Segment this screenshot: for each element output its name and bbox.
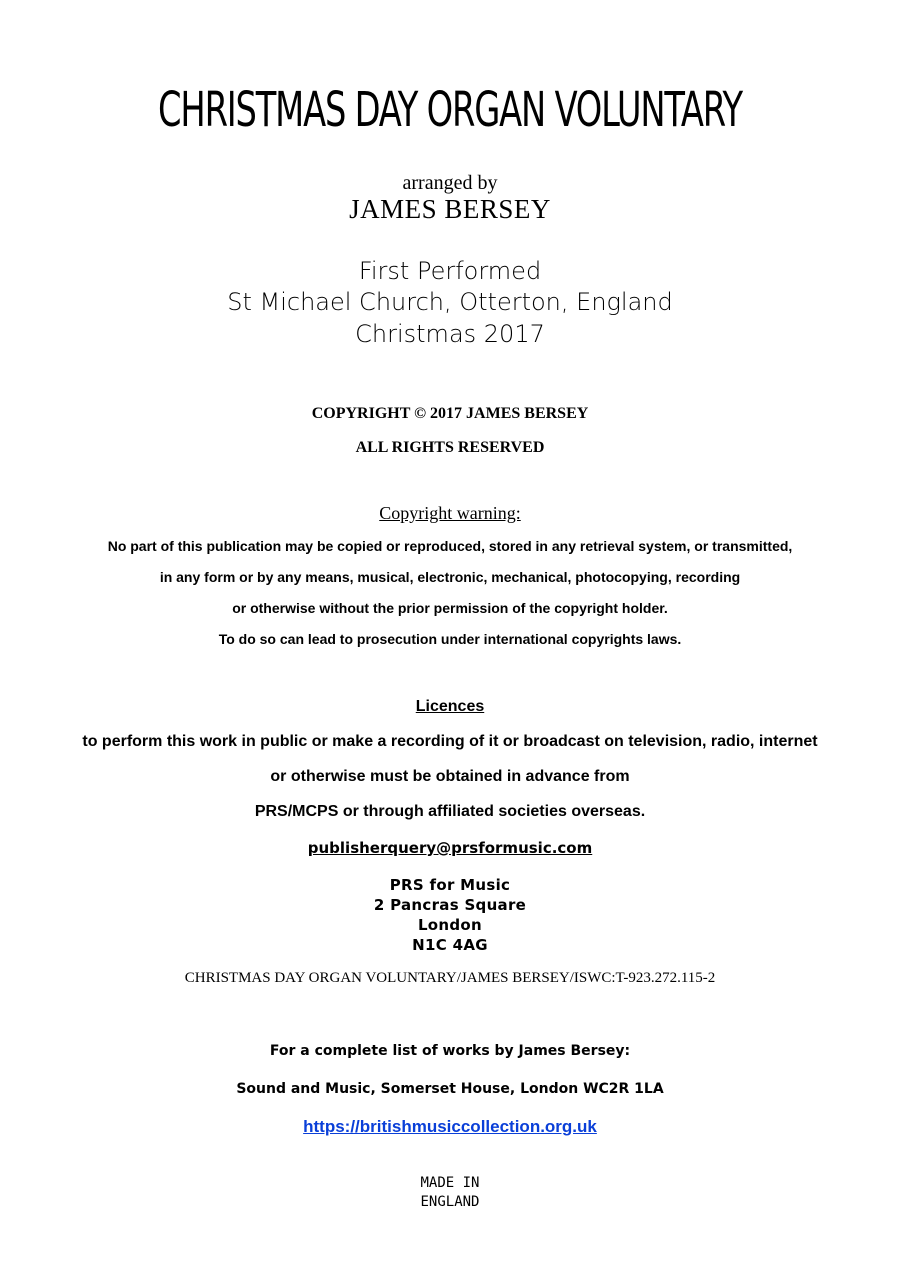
address-line: N1C 4AG: [412, 936, 488, 954]
page-title: CHRISTMAS DAY ORGAN VOLUNTARY: [158, 82, 742, 138]
arranged-by-label: arranged by: [402, 172, 498, 194]
composer-name: JAMES BERSEY: [349, 194, 551, 224]
works-list-line: For a complete list of works by James Bersey:: [269, 1043, 631, 1059]
warning-line: To do so can lead to prosecution under international copyrights laws.: [218, 631, 682, 647]
address-line: 2 Pancras Square: [373, 896, 527, 914]
copyright-notice: COPYRIGHT © 2017 JAMES BERSEY: [311, 405, 589, 422]
performance-date: Christmas 2017: [355, 320, 545, 348]
address-line: London: [417, 916, 483, 934]
iswc-line: CHRISTMAS DAY ORGAN VOLUNTARY/JAMES BERSEY/ISWC:T-923.272.115-2: [184, 970, 716, 986]
licence-line: to perform this work in public or make a recording of it or broadcast on television, radio, internet: [82, 733, 818, 750]
all-rights-reserved: ALL RIGHTS RESERVED: [355, 439, 545, 456]
sound-and-music-address: Sound and Music, Somerset House, London WC2R 1LA: [236, 1081, 664, 1097]
prs-email-link[interactable]: publisherquery@prsformusic.com: [307, 839, 593, 857]
made-in-country: ENGLAND: [420, 1194, 480, 1210]
warning-line: in any form or by any means, musical, electronic, mechanical, photocopying, recording: [159, 569, 741, 585]
warning-line: No part of this publication may be copied or reproduced, stored in any retrieval system, or transmitted,: [107, 538, 793, 554]
address-line: PRS for Music: [389, 876, 511, 894]
performance-venue: St Michael Church, Otterton, England: [227, 288, 673, 316]
licence-line: or otherwise must be obtained in advance from: [270, 768, 630, 785]
licence-line: PRS/MCPS or through affiliated societies overseas.: [254, 803, 646, 820]
copyright-warning-heading: Copyright warning:: [379, 503, 521, 523]
made-in-label: MADE IN: [420, 1175, 480, 1191]
warning-line: or otherwise without the prior permission of the copyright holder.: [232, 600, 668, 616]
first-performed-heading: First Performed: [358, 257, 542, 285]
british-music-collection-link[interactable]: https://britishmusiccollection.org.uk: [303, 1117, 597, 1136]
licences-heading: Licences: [415, 698, 485, 715]
